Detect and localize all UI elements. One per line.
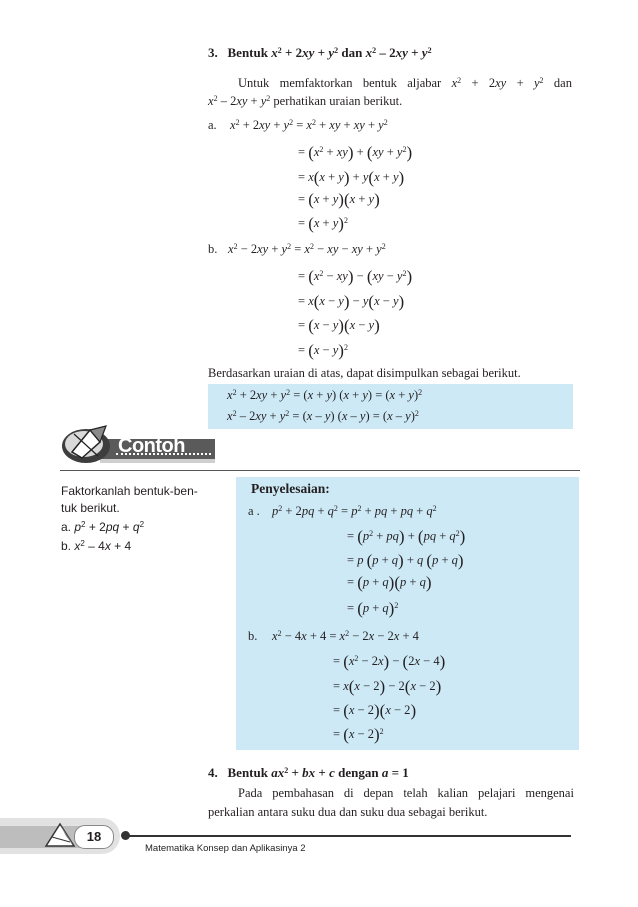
conclusion-text: Berdasarkan uraian di atas, dapat disimpulkan sebagai berikut. (208, 366, 521, 380)
contoh-label: Contoh (118, 435, 185, 457)
intro-word: bentuk (362, 76, 397, 90)
intro-expr: 2xy (488, 76, 507, 90)
section-4-heading: 4. Bentuk $ax^2$ + bx + c dengan a = 1 (208, 765, 409, 780)
s4-word: depan (363, 786, 394, 800)
contoh-divider (60, 470, 580, 471)
contoh-dots (116, 453, 211, 455)
section-title-word: Bentuk (227, 45, 268, 60)
sol-a-line-1: $p^2 + 2pq + q^2 = p^2$ + pq + pq + $q^2$ (272, 504, 437, 518)
solution-title: Penyelesaian: (251, 481, 330, 496)
solution-label-a: a . (248, 504, 260, 518)
summary-line-2: $x^2 - 2xy + y^2 = (x - y)$ (x – y) = (x – y)$^2$ (227, 409, 419, 423)
s4-word: telah (403, 786, 428, 800)
exercise-item-b: b. $x^2 - 4x + 4$ (61, 539, 132, 553)
s4-word: mengenai (525, 786, 574, 800)
eq-3a-line-3: = x(x + y) + y(x + y) (298, 168, 405, 187)
section-title-and: dan (341, 45, 363, 60)
sol-a-line-3: = p (p + q) + q (p + q) (347, 551, 464, 570)
s4-word: pelajari (477, 786, 516, 800)
sol-a-line-5: = $(p + q)^2$ (347, 599, 399, 618)
summary-line-1: $x^2 + 2xy + y^2 = (x + y) (x + y) = (x + y)^2$ (227, 388, 423, 402)
intro-word: dan (553, 76, 572, 90)
section-3-heading: 3. Bentuk $x^2 + 2xy + y^2$ dan $x^2 - 2xy + y^2$ (208, 45, 432, 60)
geometric-pencil-icon (60, 422, 116, 466)
eq-3a-line-5: = $(x + y)^2$ (298, 214, 348, 233)
section-3-intro-line-2: $x^2 - 2xy + y^2$ perhatikan uraian berikut. (208, 94, 403, 108)
sol-b-line-5: = $(x - 2)^2$ (333, 725, 384, 744)
eq-3b-line-1: $x^2 - 2xy + y^2 = x^2$ − xy − xy + $y^2$ (228, 242, 386, 256)
sol-b-line-1: $x^2 - 4x + 4 = x^2 - 2x - 2x + 4$ (272, 629, 419, 643)
exercise-column (61, 483, 216, 557)
exercise-label-a: a. (61, 520, 72, 534)
footer-rule (127, 835, 571, 837)
part-b-label: b. (208, 242, 218, 256)
intro-expr: + (471, 76, 479, 90)
exercise-label-b: b. (61, 539, 72, 553)
s4-word: pembahasan (272, 786, 334, 800)
s4-word: di (343, 786, 354, 800)
eq-3a-line-2: = $(x^2 + xy) + (xy + y^2)$ (298, 143, 413, 162)
contoh-banner (60, 422, 215, 466)
sol-a-line-2: = $(p^2 + pq) + (pq + q^2)$ (347, 527, 466, 546)
eq-3a-line-4: = (x + y)(x + y) (298, 190, 380, 209)
eq-3b-line-3: = x(x − y) − y(x − y) (298, 292, 405, 311)
intro-expr: $y^2$ (533, 76, 544, 90)
intro-end: perhatikan uraian berikut. (273, 94, 403, 108)
sol-b-line-3: = x(x − 2) − 2(x − 2) (333, 677, 442, 696)
section-number: 3. (208, 45, 218, 60)
intro-word: memfaktorkan (279, 76, 353, 90)
sol-b-line-4: = (x − 2)(x − 2) (333, 701, 417, 720)
exercise-prompt: Faktorkanlah bentuk-ben- tuk berikut. (61, 484, 198, 515)
s4-word: kalian (437, 786, 469, 800)
intro-expr: $x^2$ (451, 76, 462, 90)
contoh-bar-shadow (100, 459, 215, 463)
s4-word: Pada (238, 786, 263, 800)
eq-3b-line-5: = $(x - y)^2$ (298, 341, 348, 360)
eq-3a-line-1: $x^2 + 2xy + y^2 = x^2$ + xy + xy + $y^2$ (230, 118, 388, 132)
exercise-item-a: a. $p^2 + 2pq + q^2$ (61, 520, 145, 534)
section-number: 4. (208, 765, 218, 780)
page-number: 18 (74, 825, 114, 849)
summary-box (208, 384, 573, 429)
sol-b-line-2: = $(x^2 - 2x) - (2x - 4)$ (333, 652, 446, 671)
footer-book-title: Matematika Konsep dan Aplikasinya 2 (145, 843, 306, 854)
eq-3b-line-2: = $(x^2 - xy) - (xy - y^2)$ (298, 267, 413, 286)
section-title-mid: dengan (338, 765, 379, 780)
sol-a-line-4: = (p + q)(p + q) (347, 573, 432, 592)
intro-word: aljabar (407, 76, 442, 90)
solution-label-b: b. (248, 629, 258, 643)
section-title-word: Bentuk (227, 765, 268, 780)
intro-expr: + (516, 76, 524, 90)
solution-box (236, 477, 579, 750)
part-a-label: a. (208, 118, 217, 132)
section-4-line-2: perkalian antara suku dua dan suku dua sebagai berikut. (208, 805, 488, 819)
section-3-intro-line-1 (238, 76, 572, 91)
eq-3b-line-4: = (x − y)(x − y) (298, 316, 380, 335)
intro-word: Untuk (238, 76, 270, 90)
section-4-line-1 (238, 786, 574, 801)
